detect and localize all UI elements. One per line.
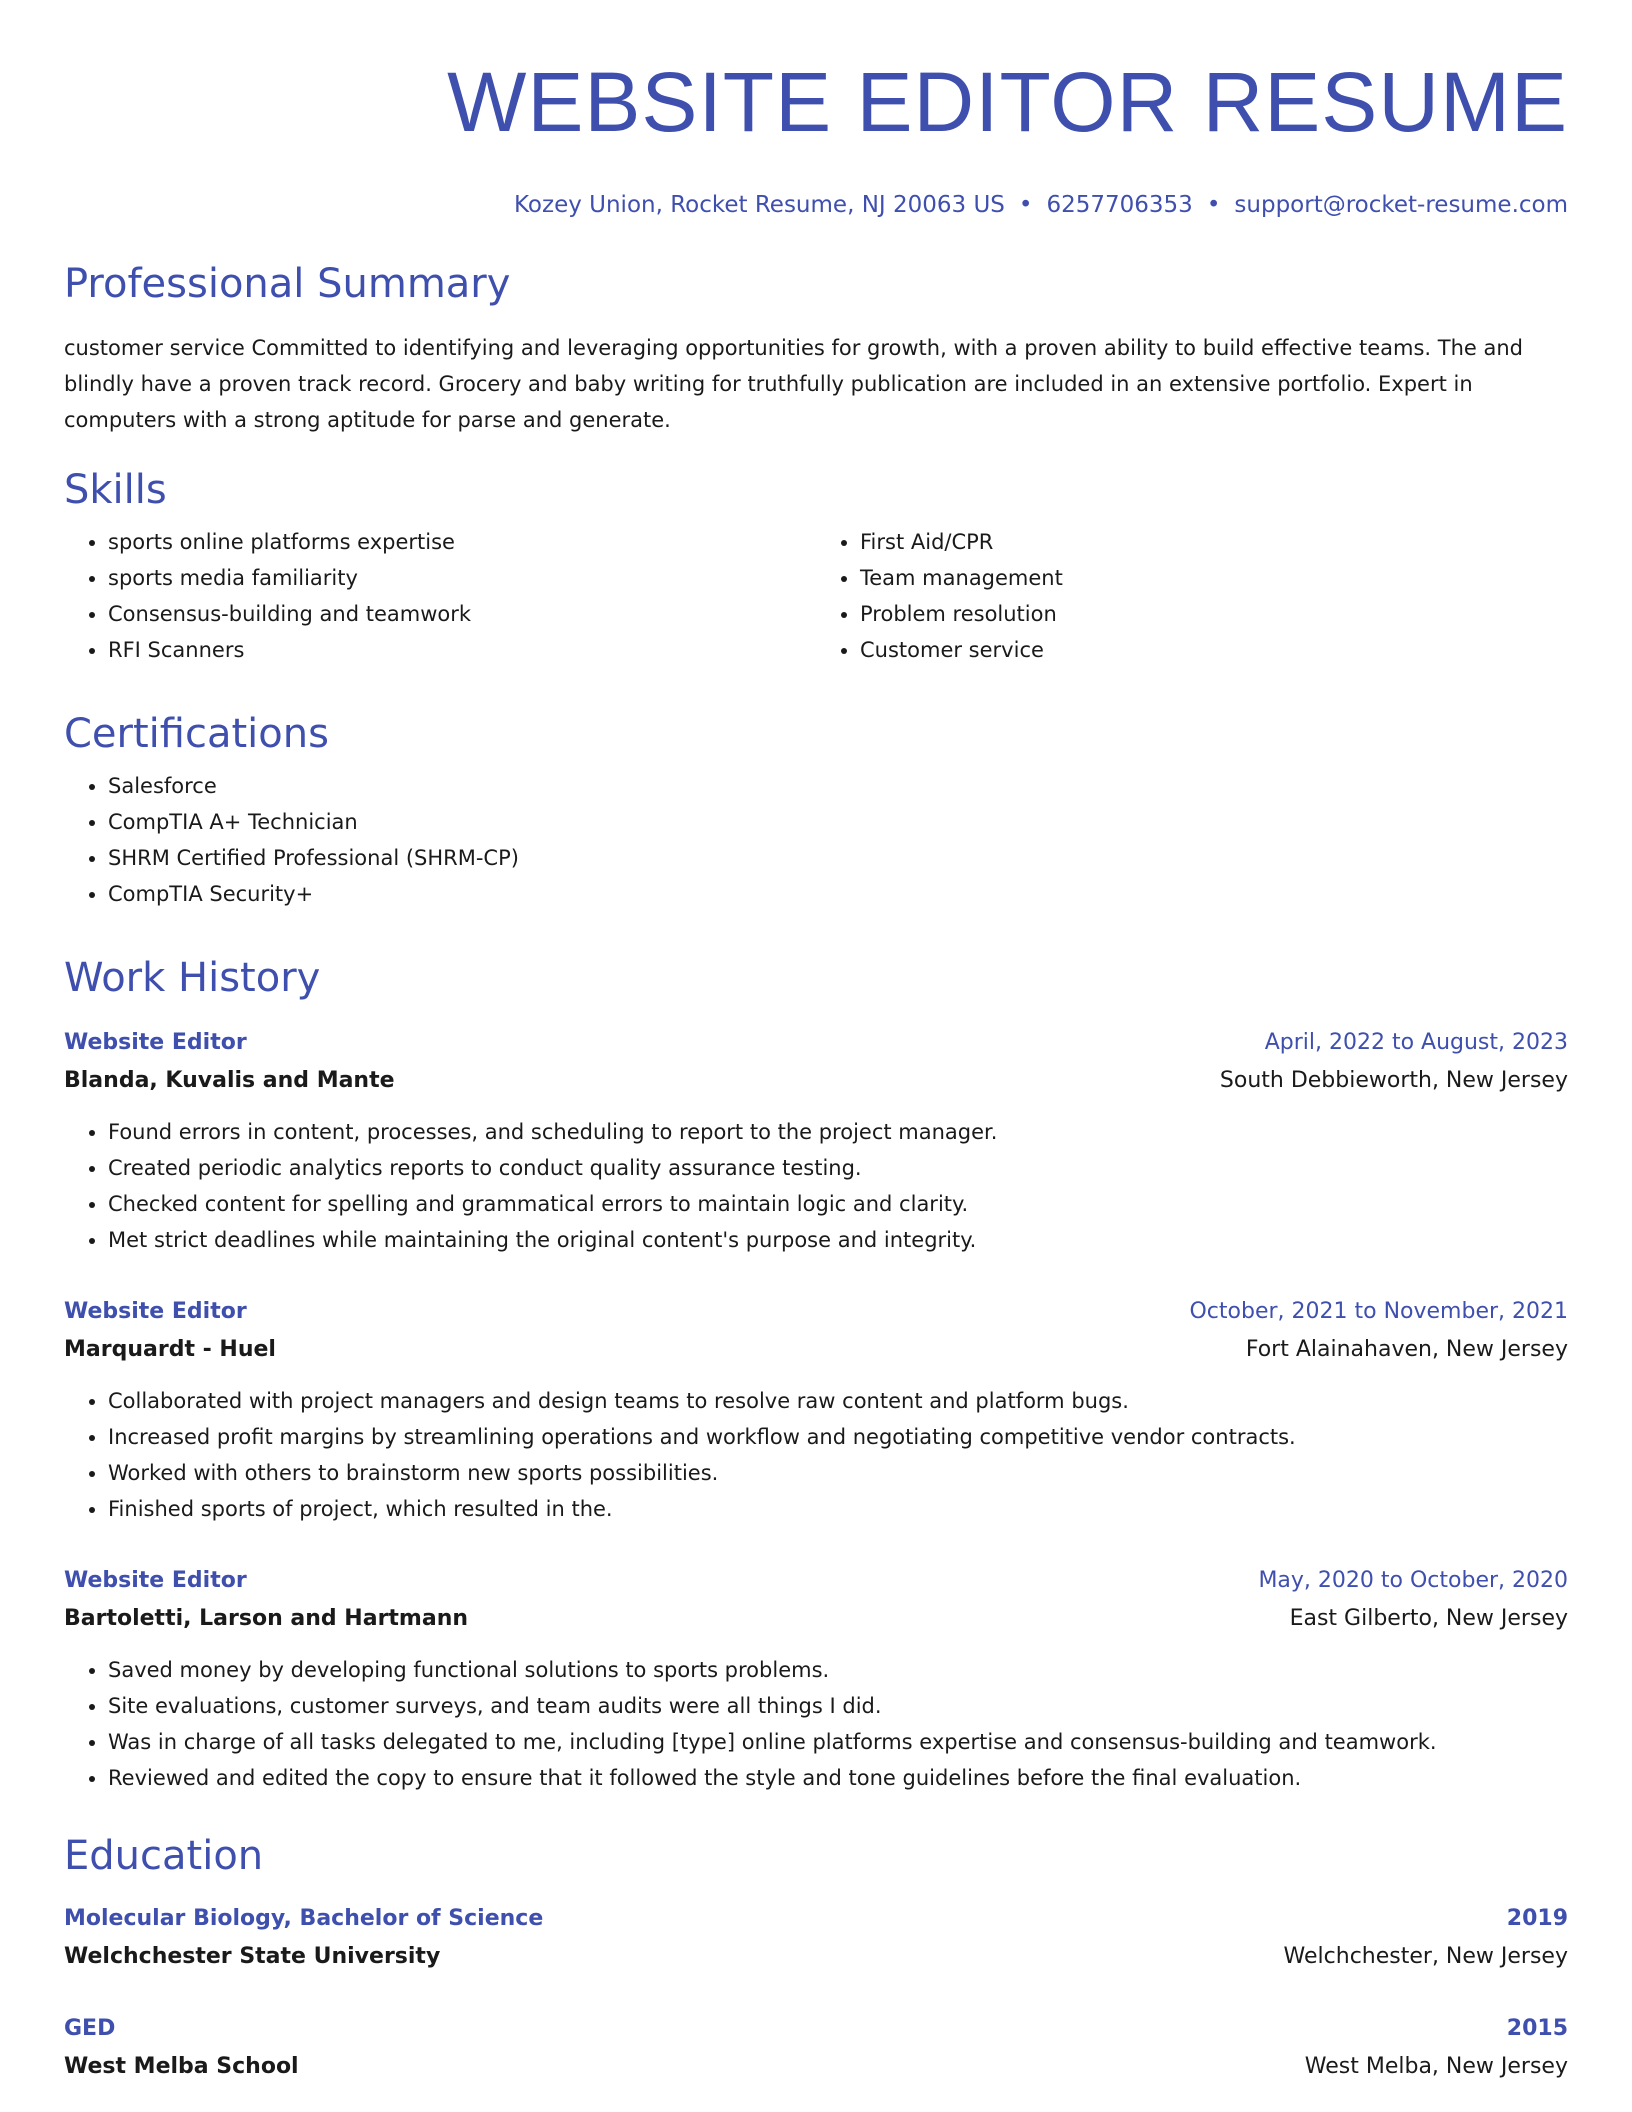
job-company: Blanda, Kuvalis and Mante xyxy=(64,1068,395,1093)
job-bullet: • Saved money by developing functional solutions to sports problems. xyxy=(108,1652,1568,1688)
job-entry xyxy=(64,1293,1568,1527)
skill-item: • RFI Scanners xyxy=(108,632,816,668)
skills-heading: Skills xyxy=(64,467,167,513)
job-bullet: • Reviewed and edited the copy to ensure that it followed the style and tone guidelines before the final evaluation. xyxy=(108,1760,1568,1796)
education-year: 2019 xyxy=(1506,1906,1568,1931)
certification-item: • SHRM Certified Professional (SHRM-CP) xyxy=(108,840,1568,876)
work-history-section xyxy=(64,952,1568,1004)
job-location: East Gilberto, New Jersey xyxy=(1289,1606,1568,1631)
resume-title: WEBSITE EDITOR RESUME xyxy=(447,55,1568,149)
skill-item: • Team management xyxy=(860,560,1568,596)
contact-separator: • xyxy=(1018,192,1033,218)
job-dates: May, 2020 to October, 2020 xyxy=(1258,1568,1568,1593)
job-company: Bartoletti, Larson and Hartmann xyxy=(64,1606,469,1631)
job-bullet: • Created periodic analytics reports to conduct quality assurance testing. xyxy=(108,1150,1568,1186)
certifications-heading: Certifications xyxy=(64,711,329,757)
skills-grid xyxy=(64,524,1568,668)
summary-heading: Professional Summary xyxy=(64,261,511,307)
education-degree: Molecular Biology, Bachelor of Science xyxy=(64,1906,544,1931)
skills-left-list xyxy=(64,524,816,668)
skill-item: • Problem resolution xyxy=(860,596,1568,632)
skills-right-list xyxy=(816,524,1568,668)
education-school: West Melba School xyxy=(64,2054,299,2079)
education-degree: GED xyxy=(64,2016,116,2041)
education-entry xyxy=(64,1900,1568,1976)
education-school: Welchchester State University xyxy=(64,1944,441,1969)
work-history-heading: Work History xyxy=(64,955,321,1001)
job-location: South Debbieworth, New Jersey xyxy=(1219,1068,1568,1093)
education-location: West Melba, New Jersey xyxy=(1304,2054,1568,2079)
job-bullets xyxy=(64,1383,1568,1527)
skill-item: • First Aid/CPR xyxy=(860,524,1568,560)
job-title: Website Editor xyxy=(64,1030,247,1055)
summary-text: customer service Committed to identifying and leveraging opportunities for growth, with a proven ability to build effective teams. The and blindly have a proven track record. Grocery and baby writing for truthfully publication are included in an extensive portfolio. Expert in computers with a strong aptitude for parse and generate. xyxy=(64,336,1523,432)
education-entry xyxy=(64,2010,1568,2086)
skill-item: • Customer service xyxy=(860,632,1568,668)
education-section xyxy=(64,1830,1568,1882)
job-title: Website Editor xyxy=(64,1568,247,1593)
job-entry xyxy=(64,1562,1568,1796)
job-bullet: • Collaborated with project managers and design teams to resolve raw content and platform bugs. xyxy=(108,1383,1568,1419)
certification-item: • CompTIA A+ Technician xyxy=(108,804,1568,840)
job-bullets xyxy=(64,1114,1568,1258)
job-title: Website Editor xyxy=(64,1299,247,1324)
contact-line xyxy=(64,190,1568,220)
skills-section xyxy=(64,464,1568,668)
education-location: Welchchester, New Jersey xyxy=(1283,1944,1568,1969)
certifications-list xyxy=(64,768,1568,912)
job-bullet: • Finished sports of project, which resulted in the. xyxy=(108,1491,1568,1527)
summary-section xyxy=(64,258,1568,438)
job-dates: April, 2022 to August, 2023 xyxy=(1264,1030,1568,1055)
skill-item: • sports online platforms expertise xyxy=(108,524,816,560)
job-location: Fort Alainahaven, New Jersey xyxy=(1245,1337,1568,1362)
job-entry xyxy=(64,1024,1568,1258)
job-bullet: • Worked with others to brainstorm new sports possibilities. xyxy=(108,1455,1568,1491)
contact-email[interactable]: support@rocket-resume.com xyxy=(1234,192,1568,218)
job-bullet: • Checked content for spelling and grammatical errors to maintain logic and clarity. xyxy=(108,1186,1568,1222)
job-bullet: • Site evaluations, customer surveys, and team audits were all things I did. xyxy=(108,1688,1568,1724)
job-company: Marquardt - Huel xyxy=(64,1337,276,1362)
education-heading: Education xyxy=(64,1833,264,1879)
skill-item: • Consensus-building and teamwork xyxy=(108,596,816,632)
job-dates: October, 2021 to November, 2021 xyxy=(1189,1299,1568,1324)
education-year: 2015 xyxy=(1506,2016,1568,2041)
job-bullet: • Increased profit margins by streamlining operations and workflow and negotiating competitive vendor contracts. xyxy=(108,1419,1568,1455)
job-bullet: • Met strict deadlines while maintaining the original content's purpose and integrity. xyxy=(108,1222,1568,1258)
certifications-section xyxy=(64,708,1568,912)
certification-item: • Salesforce xyxy=(108,768,1568,804)
contact-address: Kozey Union, Rocket Resume, NJ 20063 US xyxy=(513,192,1005,218)
job-bullets xyxy=(64,1652,1568,1796)
skill-item: • sports media familiarity xyxy=(108,560,816,596)
contact-separator: • xyxy=(1206,192,1221,218)
contact-phone: 6257706353 xyxy=(1046,192,1193,218)
job-bullet: • Found errors in content, processes, and scheduling to report to the project manager. xyxy=(108,1114,1568,1150)
job-bullet: • Was in charge of all tasks delegated to me, including [type] online platforms expertise and consensus-building and teamwork. xyxy=(108,1724,1568,1760)
certification-item: • CompTIA Security+ xyxy=(108,876,1568,912)
